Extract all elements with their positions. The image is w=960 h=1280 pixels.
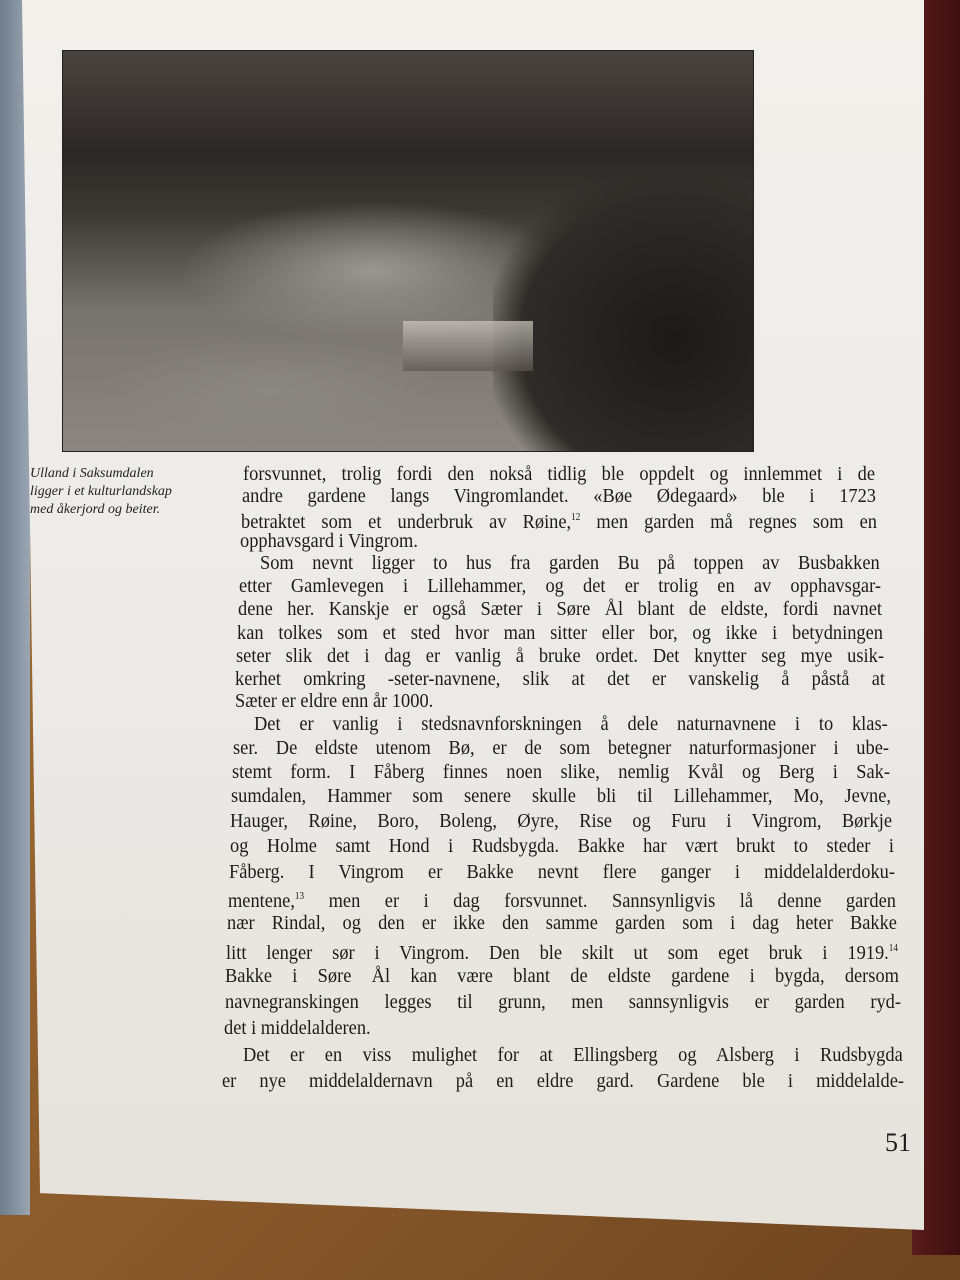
line-text: Det er en viss mulighet for at Ellingsberg og Alsberg i Rudsbygda: [242, 1044, 903, 1066]
line-text: er nye middelaldernavn på en eldre gard. Gardene ble i middelalde-: [222, 1070, 904, 1092]
body-line: [230, 809, 892, 833]
line-text: etter Gamlevegen i Lillehammer, og det er trolig en av opphavsgar-: [238, 575, 881, 597]
line-text: stemt form. I Fåberg finnes noen slike, nemlig Kvål og Berg i Sak-: [232, 761, 891, 783]
photo-forest: [493, 171, 753, 451]
line-text: kerhet omkring -seter-navnene, slik at det er vanskelig å påstå at: [235, 668, 886, 690]
caption-line: Ulland i Saksumdalen: [30, 466, 154, 481]
body-line: [229, 860, 895, 884]
line-text: Fåberg. I Vingrom er Bakke nevnt flere ganger i middelalderdoku-: [228, 861, 895, 883]
body-line: [232, 760, 890, 784]
body-line: [222, 1069, 904, 1093]
body-line: [242, 484, 876, 508]
line-text: Sæter er eldre enn år 1000.: [234, 690, 433, 712]
line-text: forsvunnet, trolig fordi den nokså tidlig ble oppdelt og innlemmet i de: [243, 463, 875, 485]
line-text: opphavsgard i Vingrom.: [240, 530, 419, 552]
line-text: nær Rindal, og den er ikke den samme garden som i dag heter Bakke: [227, 912, 898, 934]
footnote-ref: 13: [294, 891, 305, 902]
line-text: men garden må regnes som en: [580, 511, 878, 533]
body-line: [240, 529, 878, 553]
aerial-farm-photo: [62, 50, 754, 452]
line-text: sumdalen, Hammer som senere skulle bli til Lillehammer, Mo, Jevne,: [231, 785, 892, 807]
line-text: Som nevnt ligger to hus fra garden Bu på toppen av Busbakken: [259, 552, 880, 574]
body-line: [241, 506, 878, 533]
line-text: det i middelalderen.: [223, 1017, 371, 1039]
line-text: navnegranskingen legges til grunn, men sannsynligvis er garden ryd-: [224, 991, 901, 1013]
caption-line: med åkerjord og beiter.: [30, 502, 161, 517]
body-line: [239, 574, 881, 598]
body-line: [254, 712, 888, 736]
body-line: [243, 462, 875, 486]
line-text: seter slik det i dag er vanlig å bruke ordet. Det knytter seg mye usik-: [236, 645, 885, 667]
line-text: betraktet som et underbruk av Røine,: [241, 511, 572, 533]
caption-line: ligger i et kulturlandskap: [30, 484, 172, 499]
line-text: Hauger, Røine, Boro, Boleng, Øyre, Rise og Furu i Vingrom, Børkje: [230, 810, 893, 832]
footnote-ref: 14: [888, 943, 899, 954]
body-line: [225, 990, 901, 1014]
body-line: [225, 964, 899, 988]
body-line: [236, 644, 884, 668]
line-text: og Holme samt Hond i Rudsbygda. Bakke har vært brukt to steder i: [229, 835, 894, 857]
line-text: litt lenger sør i Vingrom. Den ble skilt ut som eget bruk i 1919.: [226, 942, 889, 964]
line-text: mentene,: [227, 890, 295, 912]
body-line: [238, 597, 882, 621]
photo-caption: [30, 465, 220, 519]
body-line: [230, 834, 894, 858]
line-text: men er i dag forsvunnet. Sannsynligvis lå denne garden: [304, 890, 896, 912]
body-line: [227, 911, 897, 935]
line-text: ser. De eldste utenom Bø, er de som betegner naturformasjoner i ube-: [232, 737, 889, 759]
line-text: Det er vanlig i stedsnavnforskningen å dele naturnavnene i to klas-: [253, 713, 888, 735]
body-line: [235, 689, 887, 713]
line-text: kan tolkes som et sted hvor man sitter eller bor, og ikke i betydningen: [237, 622, 884, 644]
photo-farm-buildings: [403, 321, 533, 371]
body-line: [237, 621, 883, 645]
body-line: [226, 937, 899, 964]
body-line: [231, 784, 891, 808]
line-text: dene her. Kanskje er også Sæter i Søre Ål blant de eldste, fordi navnet: [237, 598, 882, 620]
body-line: [235, 667, 885, 691]
footnote-ref: 12: [571, 512, 581, 523]
page-number: 51: [885, 1128, 911, 1157]
body-line: [243, 1043, 903, 1067]
body-line: [224, 1016, 902, 1040]
line-text: Bakke i Søre Ål kan være blant de eldste gardene i bygda, dersom: [225, 965, 900, 987]
body-line: [233, 736, 889, 760]
body-line: [260, 551, 880, 575]
body-line: [227, 885, 896, 912]
line-text: andre gardene langs Vingromlandet. «Bøe Ødegaard» ble i 1723: [242, 485, 877, 507]
